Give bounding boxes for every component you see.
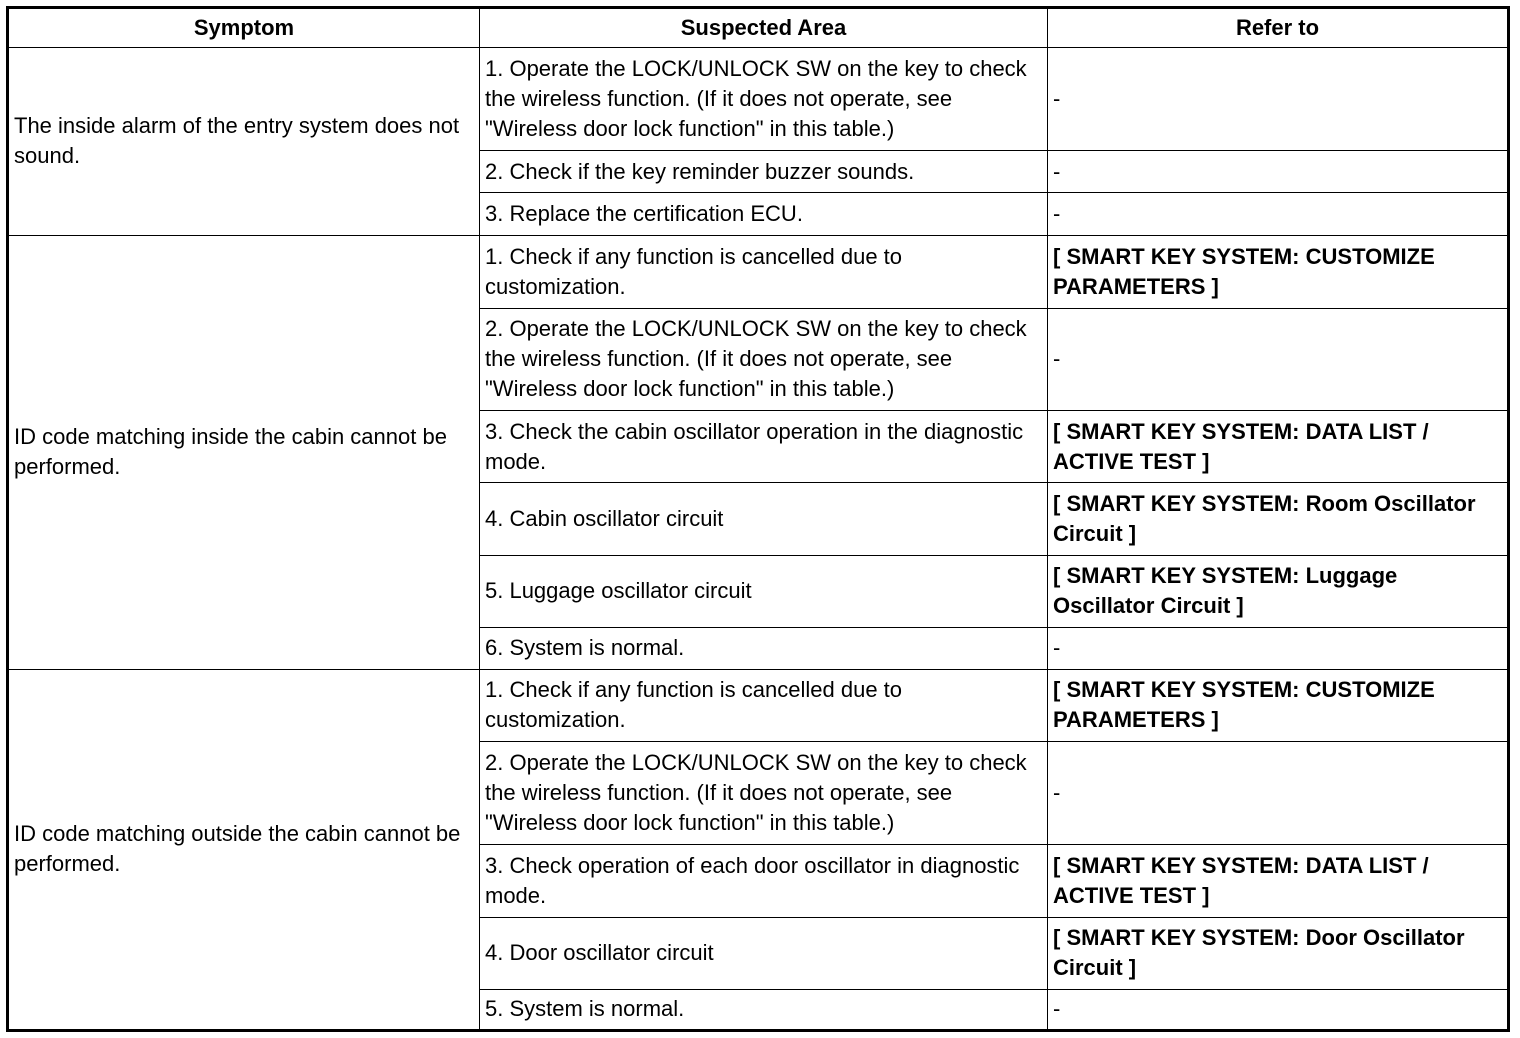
- header-symptom: Symptom: [8, 8, 480, 48]
- suspected-area-cell: 5. System is normal.: [480, 989, 1048, 1030]
- refer-to-link[interactable]: [ SMART KEY SYSTEM: Luggage Oscillator Circuit ]: [1048, 555, 1509, 627]
- header-suspected-area: Suspected Area: [480, 8, 1048, 48]
- table-row: [8, 48, 1509, 151]
- refer-to-link[interactable]: [ SMART KEY SYSTEM: Door Oscillator Circuit ]: [1048, 917, 1509, 989]
- suspected-area-cell: 2. Check if the key reminder buzzer sounds.: [480, 151, 1048, 193]
- suspected-area-cell: 3. Check operation of each door oscillator in diagnostic mode.: [480, 845, 1048, 917]
- refer-to-cell: -: [1048, 308, 1509, 410]
- table-row: [8, 235, 1509, 308]
- symptom-cell: ID code matching inside the cabin cannot be performed.: [8, 235, 480, 669]
- suspected-area-cell: 1. Check if any function is cancelled due to customization.: [480, 235, 1048, 308]
- troubleshooting-table: [6, 6, 1510, 1032]
- refer-to-cell: -: [1048, 48, 1509, 151]
- refer-to-link[interactable]: [ SMART KEY SYSTEM: DATA LIST / ACTIVE TEST ]: [1048, 845, 1509, 917]
- suspected-area-cell: 2. Operate the LOCK/UNLOCK SW on the key to check the wireless function. (If it does not operate, see "Wireless door lock function" in this table.): [480, 308, 1048, 410]
- refer-to-cell: -: [1048, 989, 1509, 1030]
- suspected-area-cell: 1. Operate the LOCK/UNLOCK SW on the key to check the wireless function. (If it does not operate, see "Wireless door lock function" in this table.): [480, 48, 1048, 151]
- refer-to-link[interactable]: [ SMART KEY SYSTEM: DATA LIST / ACTIVE TEST ]: [1048, 411, 1509, 483]
- table-row: [8, 669, 1509, 741]
- suspected-area-cell: 4. Cabin oscillator circuit: [480, 483, 1048, 555]
- refer-to-link[interactable]: [ SMART KEY SYSTEM: CUSTOMIZE PARAMETERS ]: [1048, 669, 1509, 741]
- suspected-area-cell: 3. Replace the certification ECU.: [480, 193, 1048, 235]
- refer-to-cell: -: [1048, 742, 1509, 845]
- suspected-area-cell: 5. Luggage oscillator circuit: [480, 555, 1048, 627]
- refer-to-cell: -: [1048, 627, 1509, 669]
- suspected-area-cell: 2. Operate the LOCK/UNLOCK SW on the key to check the wireless function. (If it does not operate, see "Wireless door lock function" in this table.): [480, 742, 1048, 845]
- header-row: [8, 8, 1509, 48]
- refer-to-cell: -: [1048, 151, 1509, 193]
- suspected-area-cell: 6. System is normal.: [480, 627, 1048, 669]
- refer-to-link[interactable]: [ SMART KEY SYSTEM: CUSTOMIZE PARAMETERS ]: [1048, 235, 1509, 308]
- suspected-area-cell: 1. Check if any function is cancelled due to customization.: [480, 669, 1048, 741]
- refer-to-link[interactable]: [ SMART KEY SYSTEM: Room Oscillator Circuit ]: [1048, 483, 1509, 555]
- symptom-cell: ID code matching outside the cabin cannot be performed.: [8, 669, 480, 1030]
- suspected-area-cell: 3. Check the cabin oscillator operation in the diagnostic mode.: [480, 411, 1048, 483]
- suspected-area-cell: 4. Door oscillator circuit: [480, 917, 1048, 989]
- header-refer-to: Refer to: [1048, 8, 1509, 48]
- refer-to-cell: -: [1048, 193, 1509, 235]
- symptom-cell: The inside alarm of the entry system does not sound.: [8, 48, 480, 236]
